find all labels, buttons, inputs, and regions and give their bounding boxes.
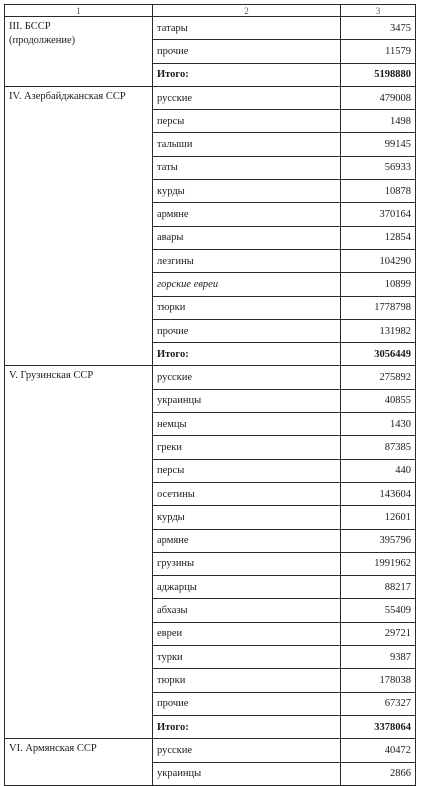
- nationality-name: персы: [153, 110, 341, 133]
- population-count: 479008: [341, 86, 416, 109]
- region-name: V. Грузинская ССР: [9, 370, 94, 382]
- nationality-name: прочие: [153, 692, 341, 715]
- population-count: 56933: [341, 156, 416, 179]
- population-count: 40472: [341, 739, 416, 762]
- population-count: 9387: [341, 646, 416, 669]
- population-count: 178038: [341, 669, 416, 692]
- nationality-name: украинцы: [153, 762, 341, 785]
- population-count: 131982: [341, 319, 416, 342]
- column-number-1: 1: [5, 5, 153, 17]
- nationality-name: русские: [153, 366, 341, 389]
- nationality-name: таты: [153, 156, 341, 179]
- population-count: 99145: [341, 133, 416, 156]
- region-note: (продолжение): [9, 35, 76, 46]
- nationality-name: евреи: [153, 622, 341, 645]
- total-value: 3378064: [341, 715, 416, 738]
- population-count: 1498: [341, 110, 416, 133]
- nationality-name: прочие: [153, 319, 341, 342]
- nationality-name: лезгины: [153, 249, 341, 272]
- population-count: 1430: [341, 413, 416, 436]
- nationality-name: авары: [153, 226, 341, 249]
- nationality-name: курды: [153, 506, 341, 529]
- nationality-name: тюрки: [153, 669, 341, 692]
- nationality-name: грузины: [153, 552, 341, 575]
- column-number-row: [5, 5, 416, 17]
- total-label: Итого:: [153, 343, 341, 366]
- population-count: 1778798: [341, 296, 416, 319]
- population-count: 87385: [341, 436, 416, 459]
- nationality-name: украинцы: [153, 389, 341, 412]
- nationality-name: абхазы: [153, 599, 341, 622]
- population-count: 10899: [341, 273, 416, 296]
- table-body: [5, 5, 416, 786]
- population-count: 10878: [341, 180, 416, 203]
- table-row: [5, 739, 416, 762]
- population-count: 88217: [341, 576, 416, 599]
- nationality-name: русские: [153, 86, 341, 109]
- population-count: 143604: [341, 482, 416, 505]
- region-cell: [5, 86, 153, 366]
- population-count: 29721: [341, 622, 416, 645]
- table-row: [5, 17, 416, 40]
- region-cell: [5, 366, 153, 739]
- nationality-name: турки: [153, 646, 341, 669]
- population-count: 2866: [341, 762, 416, 785]
- nationality-name: курды: [153, 180, 341, 203]
- population-count: 3475: [341, 17, 416, 40]
- population-count: 12601: [341, 506, 416, 529]
- region-cell: [5, 17, 153, 87]
- total-value: 5198880: [341, 63, 416, 86]
- nationality-name: прочие: [153, 40, 341, 63]
- region-name: VI. Армянская ССР: [9, 743, 97, 755]
- region-name: IV. Азербайджанская ССР: [9, 90, 126, 102]
- population-table: [4, 4, 416, 786]
- table-row: [5, 86, 416, 109]
- nationality-name: горские евреи: [153, 273, 341, 296]
- nationality-name: татары: [153, 17, 341, 40]
- nationality-name: русские: [153, 739, 341, 762]
- total-value: 3056449: [341, 343, 416, 366]
- table-row: [5, 366, 416, 389]
- region-name: III. БССР: [9, 21, 51, 32]
- column-number-2: 2: [153, 5, 341, 17]
- population-count: 104290: [341, 249, 416, 272]
- population-count: 40855: [341, 389, 416, 412]
- population-count: 1991962: [341, 552, 416, 575]
- population-count: 440: [341, 459, 416, 482]
- population-count: 12854: [341, 226, 416, 249]
- nationality-name: армяне: [153, 203, 341, 226]
- population-count: 370164: [341, 203, 416, 226]
- population-count: 11579: [341, 40, 416, 63]
- total-label: Итого:: [153, 715, 341, 738]
- region-cell: [5, 739, 153, 786]
- population-count: 275892: [341, 366, 416, 389]
- nationality-name: армяне: [153, 529, 341, 552]
- total-label: Итого:: [153, 63, 341, 86]
- nationality-name: греки: [153, 436, 341, 459]
- population-count: 67327: [341, 692, 416, 715]
- nationality-name: персы: [153, 459, 341, 482]
- nationality-name: немцы: [153, 413, 341, 436]
- population-count: 395796: [341, 529, 416, 552]
- nationality-name: тюрки: [153, 296, 341, 319]
- nationality-name: талыши: [153, 133, 341, 156]
- nationality-name: осетины: [153, 482, 341, 505]
- population-count: 55409: [341, 599, 416, 622]
- nationality-name: аджарцы: [153, 576, 341, 599]
- column-number-3: 3: [341, 5, 416, 17]
